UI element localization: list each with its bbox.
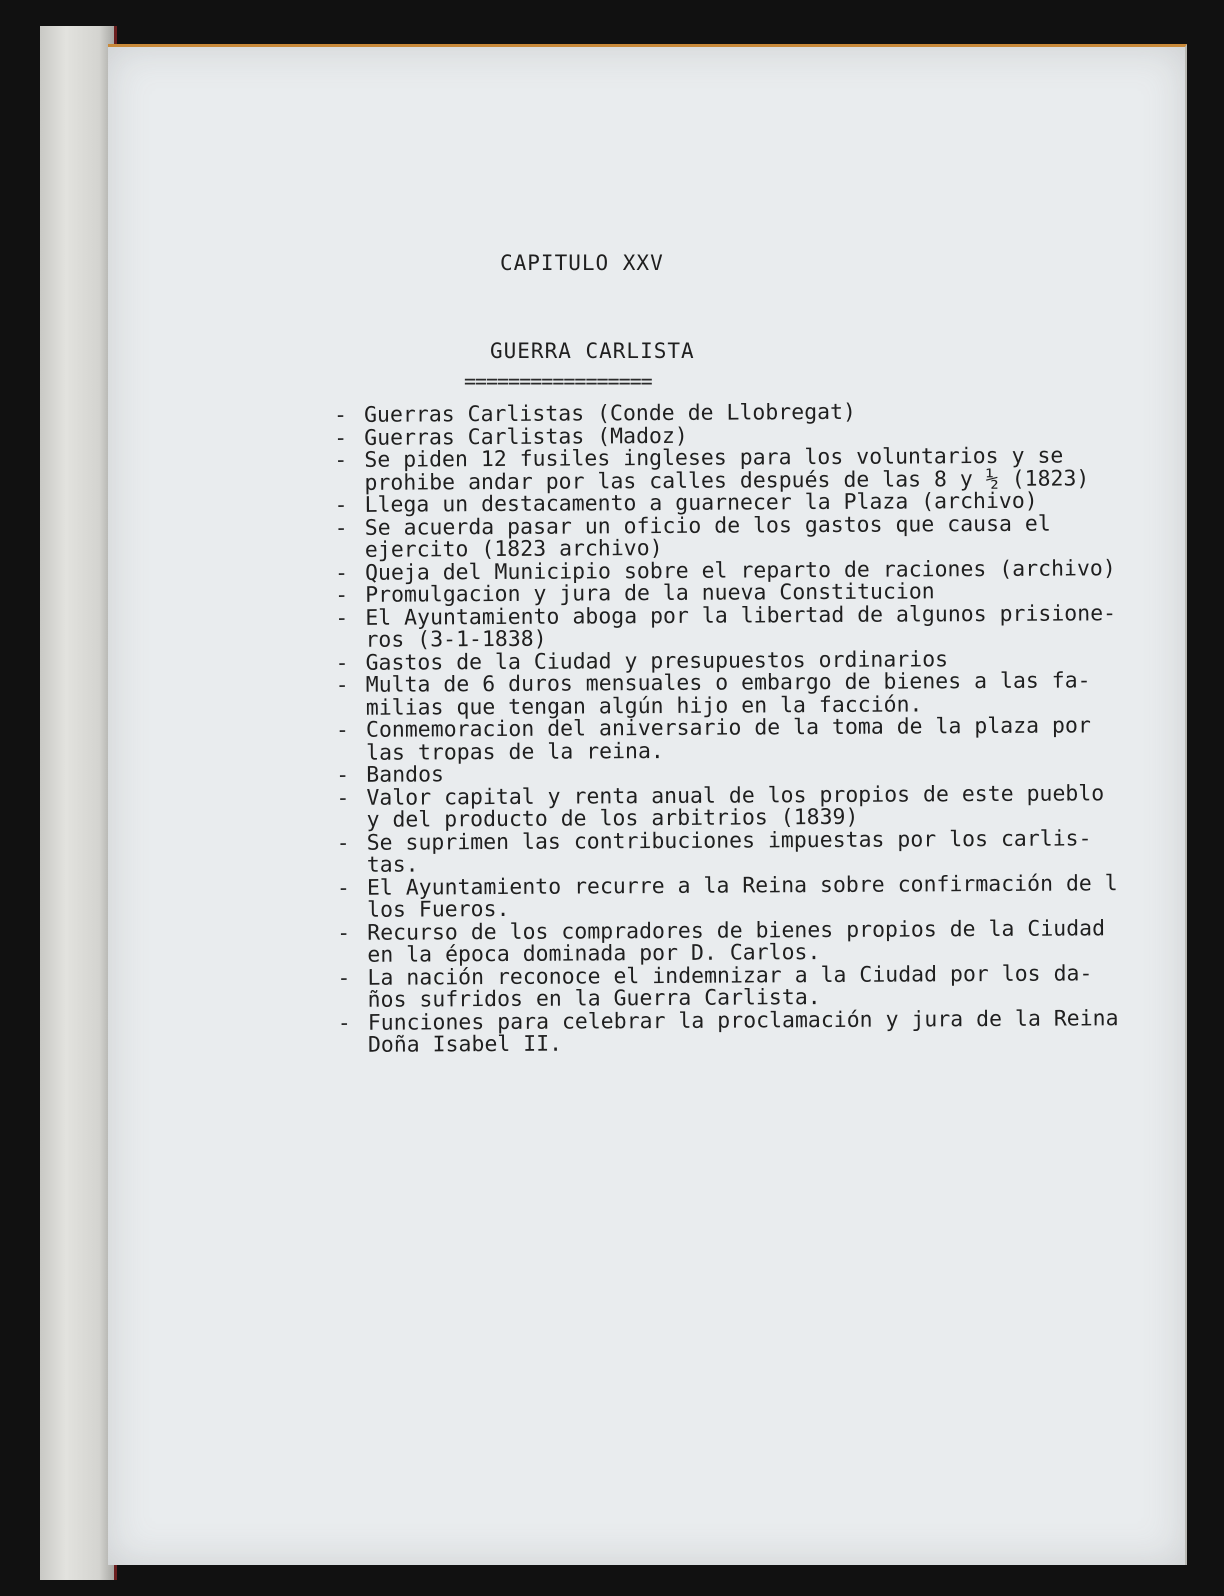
list-item-text: Llega un destacamento a guarnecer la Plaza (archivo) (364, 488, 1038, 518)
list-item-text: Guerras Carlistas (Madoz) (364, 423, 688, 451)
chapter-title: CAPITULO XXV (500, 251, 664, 275)
bullet-dash: - (334, 515, 348, 541)
list-item-text: Se piden 12 fusiles ingleses para los voluntarios y se prohibe andar por las calles después de las 8 y ½ (1823) (364, 443, 1090, 496)
bullet-dash: - (334, 492, 348, 518)
bullet-dash: - (336, 762, 350, 788)
list-item (336, 715, 1176, 765)
bullet-dash: - (334, 447, 348, 473)
list-item-text: Promulgacion y jura de la nueva Constitucion (365, 579, 935, 608)
list-item-text: Se acuerda pasar un oficio de los gastos que causa el ejercito (1823 archivo) (364, 511, 1051, 563)
bullet-dash: - (337, 1010, 351, 1036)
list-item-text: El Ayuntamiento aboga por la libertad de algunos prisione- ros (3-1-1838) (365, 600, 1117, 653)
list-item (334, 445, 1174, 495)
list-item-text: El Ayuntamiento recurre a la Reina sobre confirmación de l los Fueros. (366, 870, 1118, 923)
list-item (337, 827, 1177, 877)
list-item (336, 782, 1176, 832)
bullet-dash: - (337, 920, 351, 946)
list-item-text: Recurso de los compradores de bienes propios de la Ciudad en la época dominada por D. Carlos. (367, 915, 1106, 968)
list-item (335, 602, 1175, 652)
bullet-dash: - (336, 785, 350, 811)
list-item-text: Guerras Carlistas (Conde de Llobregat) (363, 399, 857, 428)
list-item (337, 917, 1177, 967)
bullet-dash: - (335, 650, 349, 676)
bullet-dash: - (334, 425, 348, 451)
list-item (338, 1007, 1178, 1057)
list-item-text: Bandos (366, 762, 445, 788)
bullet-dash: - (334, 560, 349, 586)
topic-list (334, 400, 1178, 1058)
bullet-dash: - (336, 830, 350, 856)
document-page (108, 44, 1187, 1565)
bullet-dash: - (337, 965, 351, 991)
list-item (335, 512, 1175, 562)
book-binding-edge (40, 26, 117, 1580)
section-underline-rule: ================= (464, 369, 652, 393)
bullet-dash: - (335, 605, 349, 631)
list-item-text: Multa de 6 duros mensuales o embargo de bienes a las fa- milias que tengan algún hijo en la facción. (365, 668, 1091, 721)
list-item (336, 670, 1176, 720)
bullet-dash: - (336, 875, 350, 901)
list-item-text: Funciones para celebrar la proclamación y jura de la Reina Doña Isabel II. (367, 1005, 1119, 1058)
list-item-text: Gastos de la Ciudad y presupuestos ordinarios (365, 646, 949, 676)
list-item-text: Queja del Municipio sobre el reparto de raciones (archivo) (364, 555, 1116, 586)
list-item-text: Valor capital y renta anual de los propios de este pueblo y del producto de los arbitrios (1839) (366, 780, 1105, 833)
bullet-dash: - (333, 402, 348, 428)
list-item-text: Se suprimen las contribuciones impuestas por los carlis- tas. (366, 825, 1092, 878)
list-item-text: La nación reconoce el indemnizar a la Ciudad por los da- ños sufridos en la Guerra Carlista. (367, 960, 1093, 1013)
section-title: GUERRA CARLISTA (490, 339, 695, 363)
bullet-dash: - (335, 717, 350, 743)
list-item (337, 872, 1177, 922)
bullet-dash: - (335, 672, 349, 698)
list-item (337, 962, 1177, 1012)
list-item-text: Conmemoracion del aniversario de la toma de la plaza por las tropas de la reina. (365, 713, 1091, 766)
bullet-dash: - (335, 582, 349, 608)
